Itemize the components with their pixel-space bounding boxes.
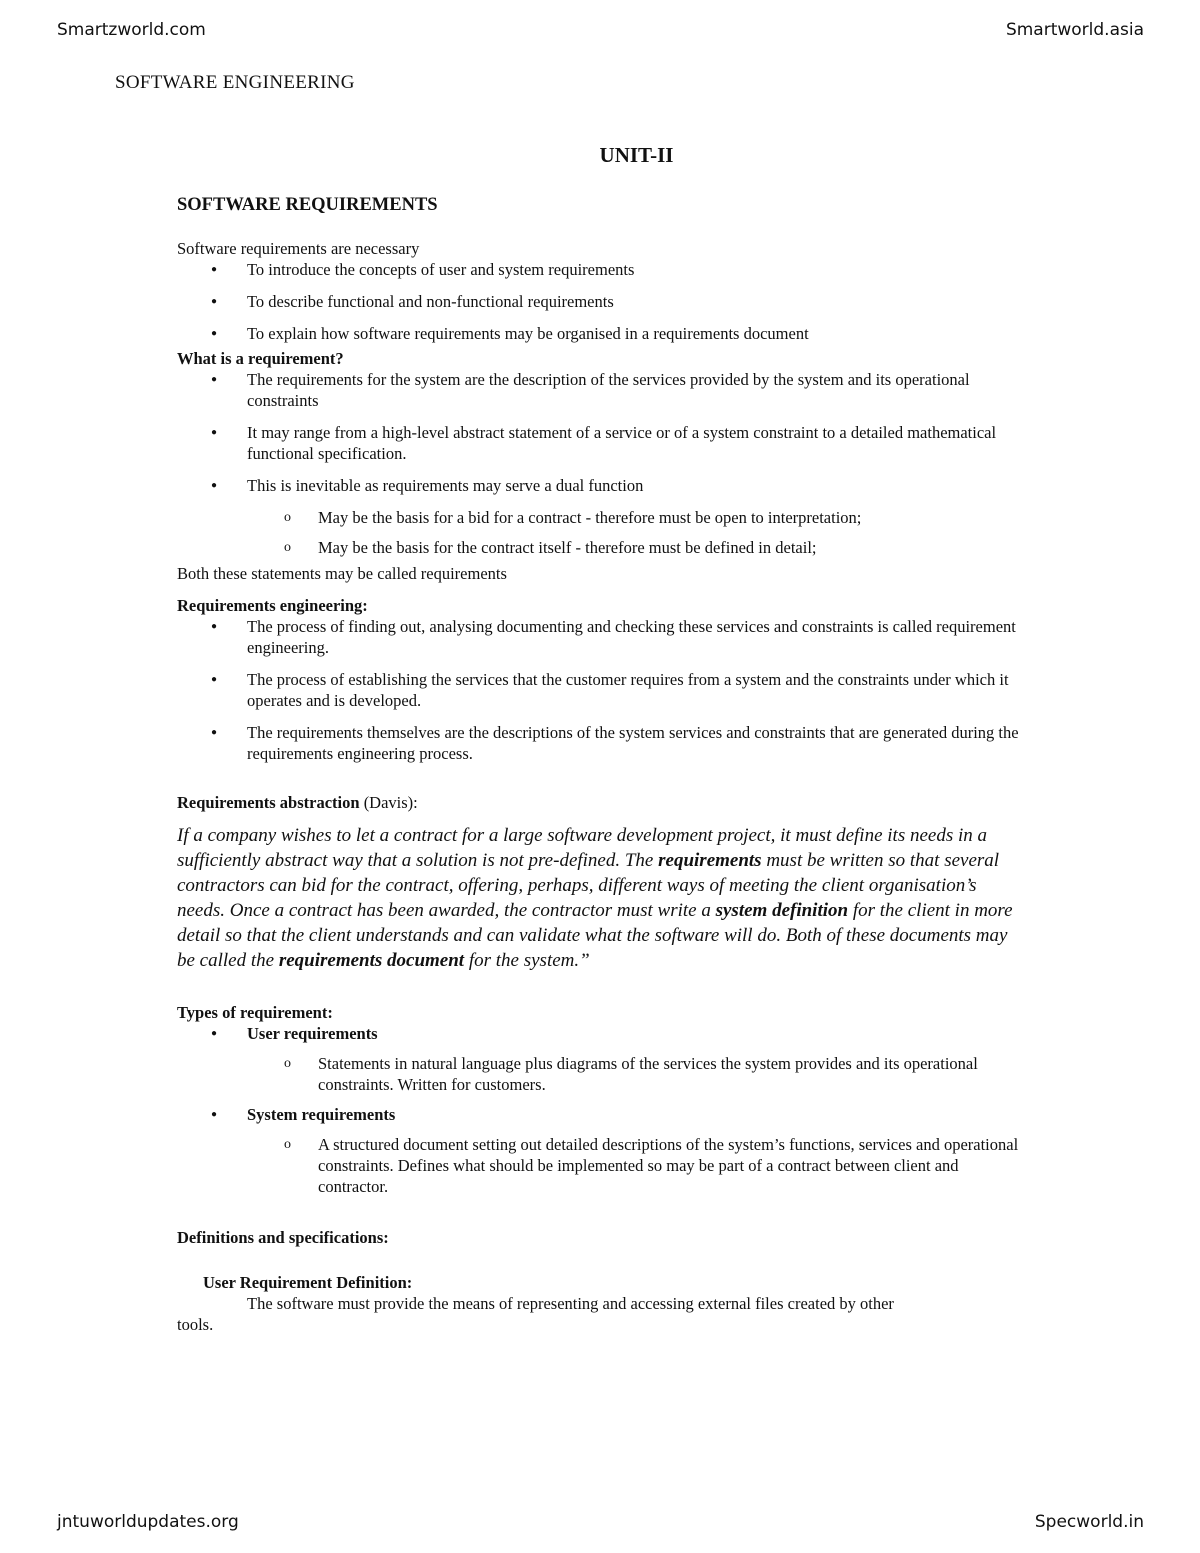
quote-text: If a company wishes to let a contract for a large software development project, it must define its needs in a sufficiently abstract way that a solution is not pre-defined. The xyxy=(177,825,988,871)
user-req-def-heading: User Requirement Definition: xyxy=(203,1273,413,1292)
watermark-bottom-left: jntuworldupdates.org xyxy=(57,1512,239,1532)
list-item: ● The process of establishing the services that the customer requires from a system and the constraints under which it operates and is developed. xyxy=(177,669,1027,711)
quote-emphasis: requirements xyxy=(658,850,762,871)
watermark-top-right: Smartworld.asia xyxy=(1005,20,1144,40)
quote-text: for the client in more detail so that the client understands and can validate what the software will do. Both of these documents may be called the xyxy=(177,900,1013,971)
list-item: ● User requirements xyxy=(177,1023,1027,1044)
list-item: ● System requirements xyxy=(177,1104,1027,1125)
list-item: ● To describe functional and non-functional requirements xyxy=(177,291,1027,312)
list-item: ● The requirements themselves are the descriptions of the system services and constraints that are generated during the requirements engineering process. xyxy=(177,722,1027,764)
list-item: ● The requirements for the system are the description of the services provided by the system and its operational constraints xyxy=(177,369,1027,411)
unit-title: UNIT-II xyxy=(599,143,674,167)
list-item: o May be the basis for a bid for a contract - therefore must be open to interpretation; xyxy=(177,507,1027,528)
watermark-bottom-right: Specworld.in xyxy=(1034,1512,1144,1532)
req-eng-heading: Requirements engineering: xyxy=(177,596,368,615)
document-body xyxy=(177,195,1027,1335)
list-item: o Statements in natural language plus diagrams of the services the system provides and its operational constraints. Written for customers. xyxy=(177,1053,1027,1095)
davis-quote xyxy=(177,823,1027,973)
list-item: ● It may range from a high-level abstract statement of a service or of a system constraint to a detailed mathematical functional specification. xyxy=(177,422,1027,464)
list-item: o A structured document setting out detailed descriptions of the system’s functions, services and operational constraints. Defines what should be implemented so may be part of a contract between client and contractor. xyxy=(177,1134,1027,1197)
list-item: ● This is inevitable as requirements may serve a dual function xyxy=(177,475,1027,496)
user-req-def-text-line1: The software must provide the means of representing and accessing external files created by other xyxy=(247,1294,894,1313)
types-bullets-2 xyxy=(177,1104,1027,1125)
abstraction-heading: Requirements abstraction xyxy=(177,793,360,812)
abstraction-heading-suffix: (Davis): xyxy=(359,793,418,812)
user-req-sub xyxy=(177,1053,1027,1095)
intro-text: Software requirements are necessary xyxy=(177,239,420,258)
what-is-closing: Both these statements may be called requirements xyxy=(177,564,507,583)
list-item: ● The process of finding out, analysing documenting and checking these services and constraints is called requirement engineering. xyxy=(177,616,1027,658)
req-eng-bullets xyxy=(177,616,1027,764)
definitions-heading: Definitions and specifications: xyxy=(177,1228,389,1247)
user-req-def-text-line2: tools. xyxy=(177,1315,214,1334)
quote-emphasis: requirements document xyxy=(278,950,465,971)
what-is-heading: What is a requirement? xyxy=(177,349,344,368)
types-heading: Types of requirement: xyxy=(177,1003,333,1022)
quote-text: for the system.” xyxy=(464,950,590,971)
course-title: SOFTWARE ENGINEERING xyxy=(115,72,355,93)
watermark-top-left: Smartzworld.com xyxy=(57,20,206,40)
list-item: o May be the basis for the contract itself - therefore must be defined in detail; xyxy=(177,537,1027,558)
system-req-sub xyxy=(177,1134,1027,1197)
abstraction-heading-line xyxy=(177,792,1027,813)
quote-emphasis: system definition xyxy=(715,900,849,921)
intro-bullets xyxy=(177,259,1027,344)
list-item: ● To introduce the concepts of user and system requirements xyxy=(177,259,1027,280)
quote-text: must be written so that several contractors can bid for the contract, offering, perhaps, different ways of meeting the client organisation’s needs. Once a contract has been awarded, the contractor must write a xyxy=(177,850,1000,921)
what-is-bullets xyxy=(177,369,1027,496)
list-item: ● To explain how software requirements may be organised in a requirements document xyxy=(177,323,1027,344)
what-is-sub-bullets xyxy=(177,507,1027,558)
types-bullets xyxy=(177,1023,1027,1044)
section-title: SOFTWARE REQUIREMENTS xyxy=(177,195,438,215)
